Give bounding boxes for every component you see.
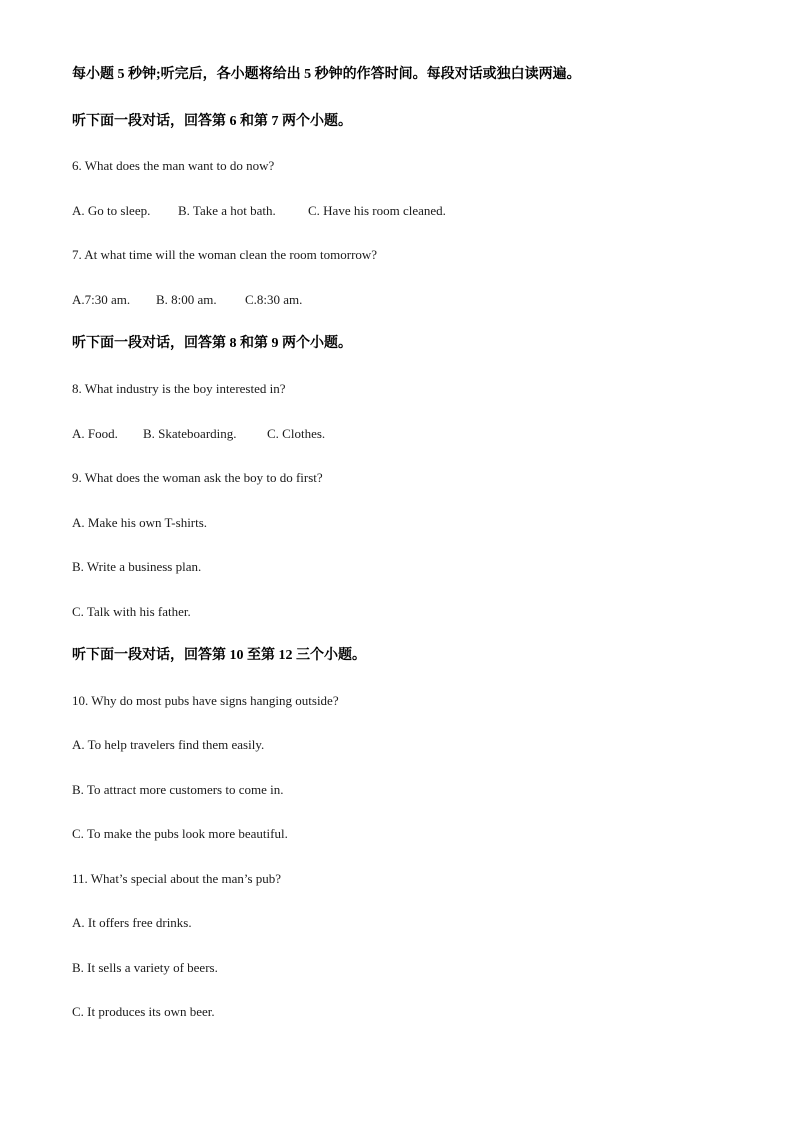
option-c: C. Have his room cleaned. — [308, 203, 446, 218]
option-b: B. Write a business plan. — [72, 559, 202, 574]
options-row — [72, 291, 302, 309]
option-c: C. To make the pubs look more beautiful. — [72, 826, 288, 841]
section-header: 听下面一段对话，回答第 8 和第 9 两个小题。 — [72, 336, 352, 351]
question-9: 9. What does the woman ask the boy to do first? — [72, 470, 323, 485]
options-row — [72, 202, 446, 220]
option-c: C. Talk with his father. — [72, 604, 191, 619]
option-b: B. It sells a variety of beers. — [72, 960, 218, 975]
options-row — [72, 425, 325, 443]
option-a: A. Make his own T-shirts. — [72, 515, 208, 530]
question-7: 7. At what time will the woman clean the room tomorrow? — [72, 247, 378, 262]
section-header: 听下面一段对话，回答第 6 和第 7 两个小题。 — [72, 114, 352, 129]
option-a: A. It offers free drinks. — [72, 915, 192, 930]
option-b: B. To attract more customers to come in. — [72, 782, 284, 797]
option-a: A. Go to sleep. — [72, 203, 151, 218]
question-10: 10. Why do most pubs have signs hanging outside? — [72, 693, 339, 708]
option-a: A.7:30 am. — [72, 292, 131, 307]
question-6: 6. What does the man want to do now? — [72, 158, 275, 173]
option-c: C. It produces its own beer. — [72, 1004, 215, 1019]
option-b: B. Take a hot bath. — [178, 203, 276, 218]
timing-instructions: 每小题 5 秒钟;听完后，各小题将给出 5 秒钟的作答时间。每段对话或独白读两遍。 — [72, 67, 581, 82]
section-header: 听下面一段对话，回答第 10 至第 12 三个小题。 — [72, 648, 366, 663]
option-b: B. 8:00 am. — [156, 292, 217, 307]
question-11: 11. What’s special about the man’s pub? — [72, 871, 282, 886]
option-b: B. Skateboarding. — [143, 426, 237, 441]
option-c: C.8:30 am. — [245, 292, 303, 307]
option-a: A. Food. — [72, 426, 118, 441]
option-a: A. To help travelers find them easily. — [72, 737, 265, 752]
option-c: C. Clothes. — [267, 426, 326, 441]
question-8: 8. What industry is the boy interested in? — [72, 381, 286, 396]
